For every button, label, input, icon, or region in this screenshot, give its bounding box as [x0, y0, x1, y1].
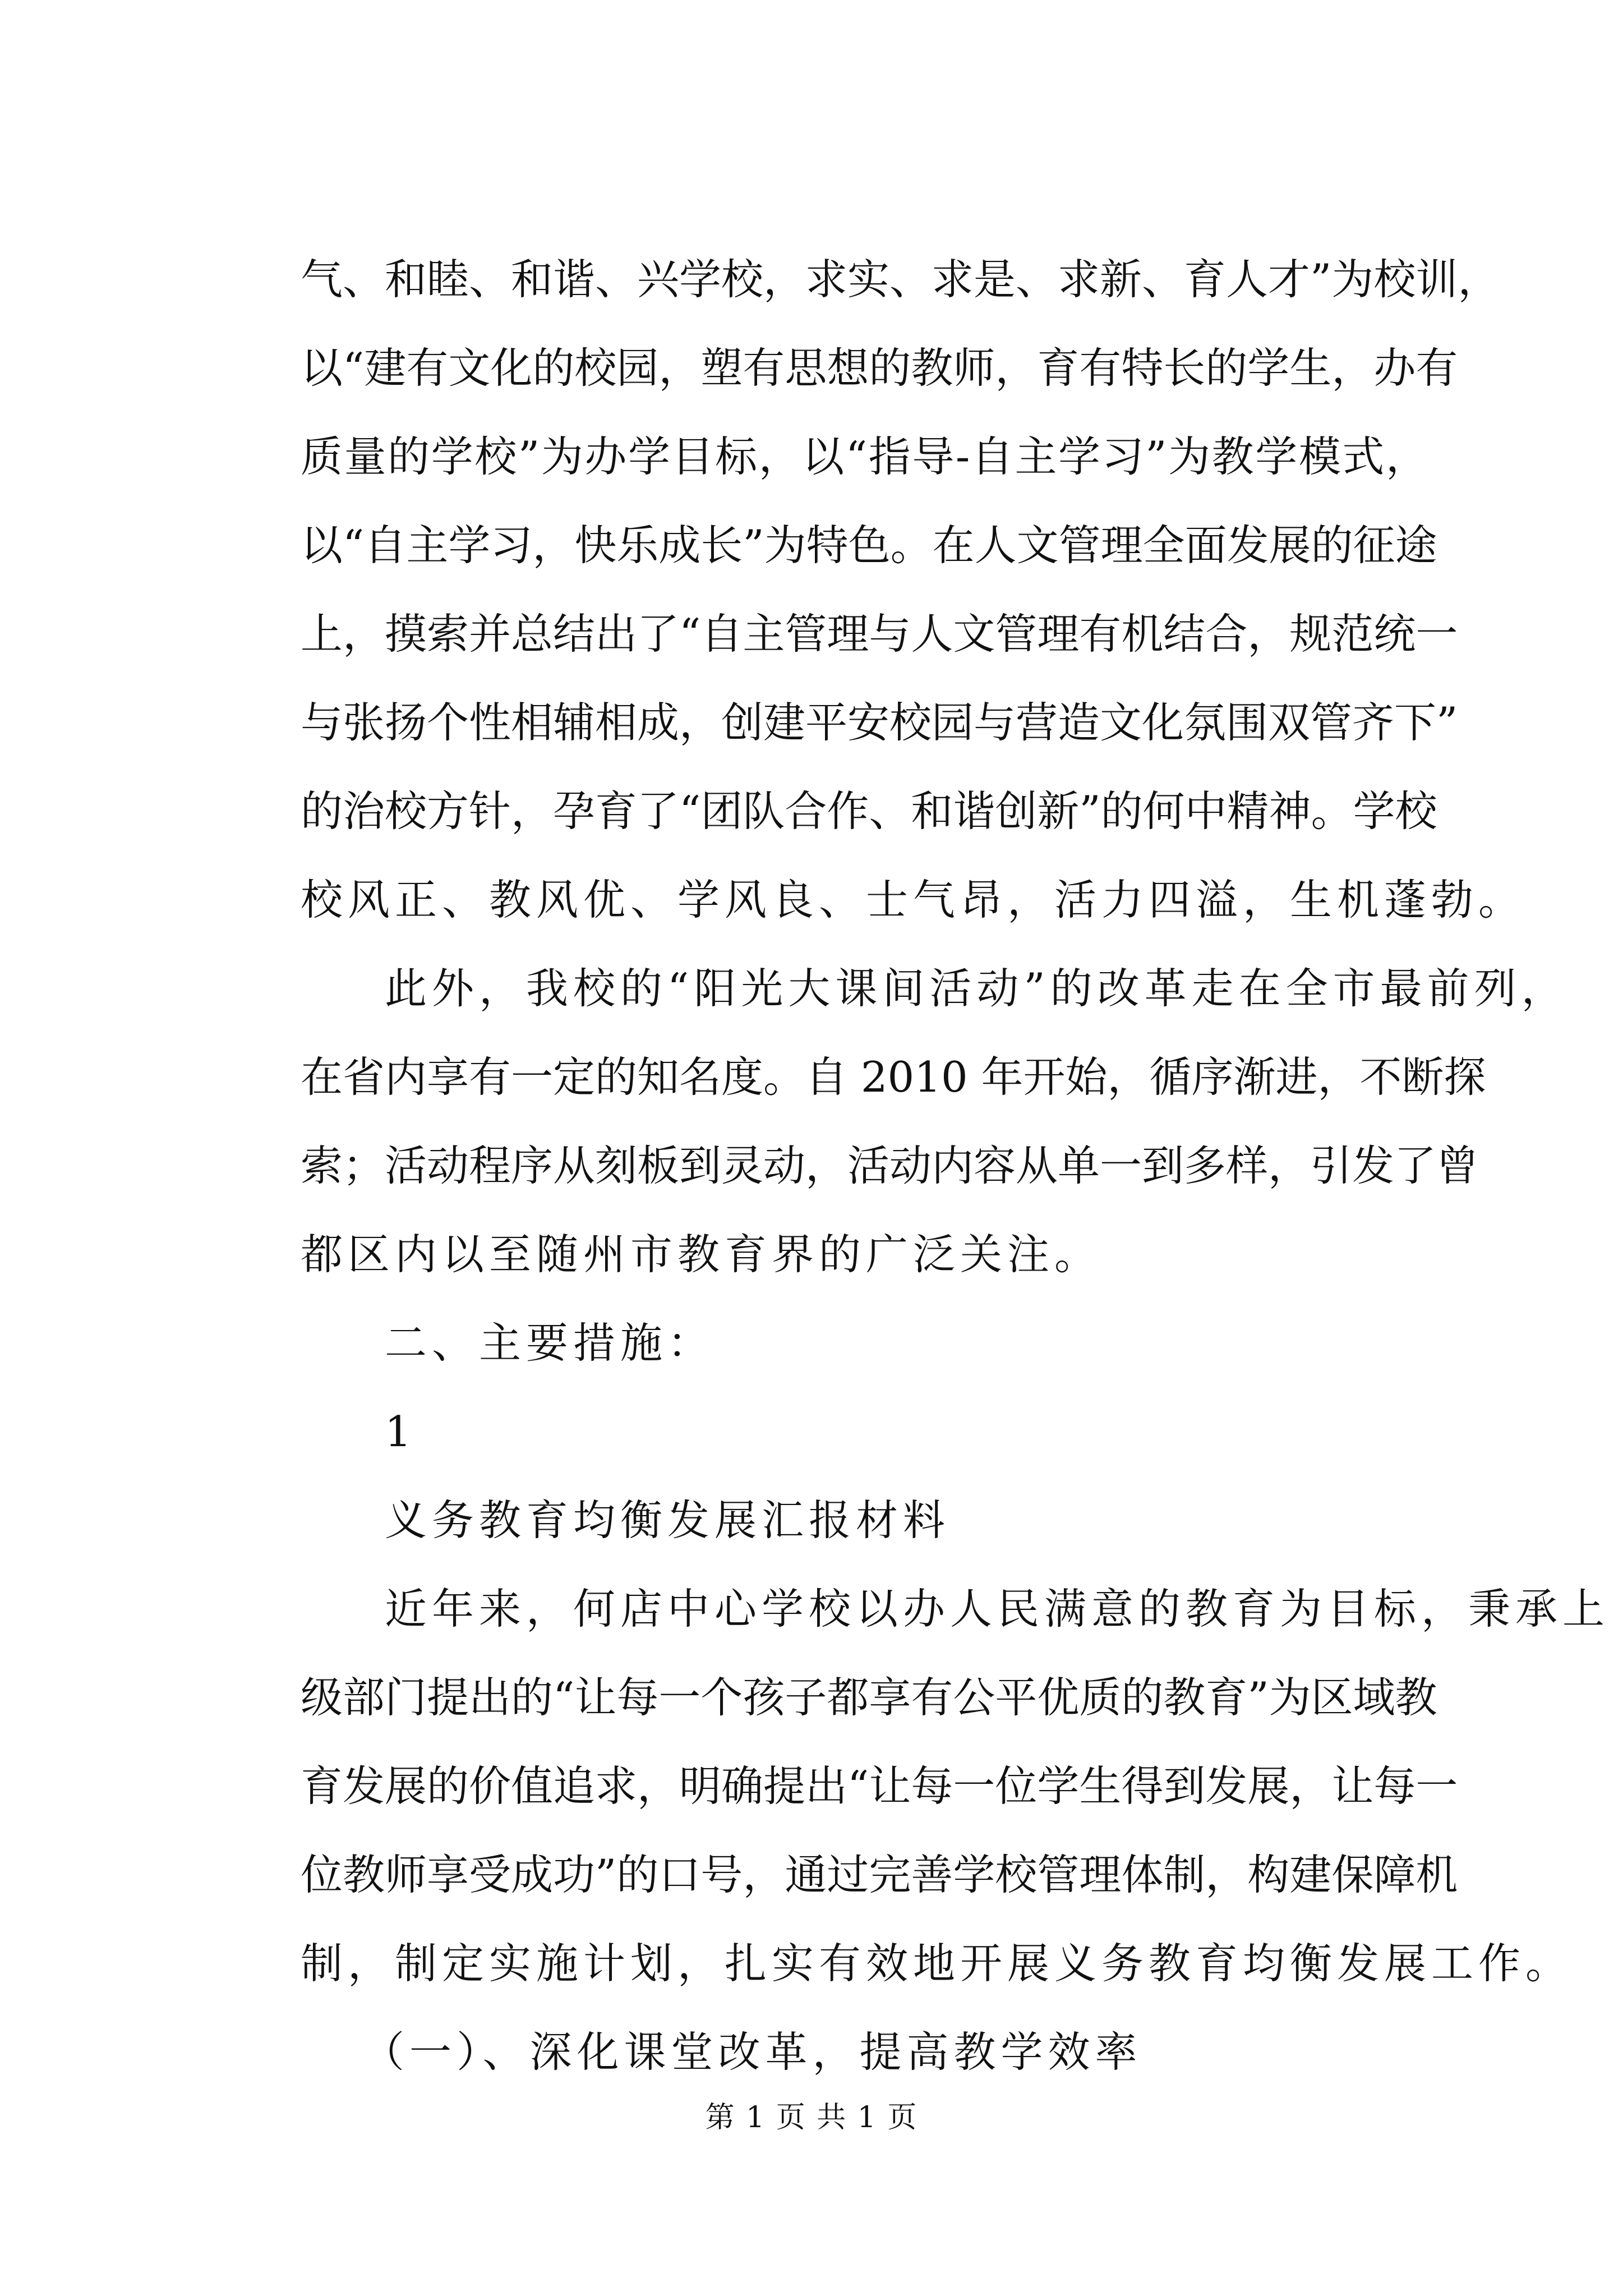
section-heading: 二、主要措施： [385, 1318, 715, 1368]
paragraph-line: 育发展的价值追求，明确提出“让每一位学生得到发展，让每一 [301, 1761, 1458, 1811]
paragraph-line: 的治校方针，孕育了“团队合作、和谐创新”的何中精神。学校 [301, 786, 1437, 836]
paragraph-line: 上，摸索并总结出了“自主管理与人文管理有机结合，规范统一 [301, 609, 1458, 659]
subsection-heading: （一）、深化课堂改革，提高教学效率 [362, 2027, 1142, 2077]
paragraph-line: 在省内享有一定的知名度。自 2010 年开始，循序渐进，不断探 [301, 1052, 1486, 1102]
paragraph-line: 校风正、教风优、学风良、士气昂，活力四溢，生机蓬勃。 [301, 875, 1526, 924]
paragraph-line: 索；活动程序从刻板到灵动，活动内容从单一到多样，引发了曾 [301, 1141, 1479, 1190]
paragraph-line: 都区内以至随州市教育界的广泛关注。 [301, 1230, 1102, 1279]
page-footer [0, 2098, 1623, 2137]
paragraph-first-line: 近年来，何店中心学校以办人民满意的教育为目标，秉承上 [385, 1584, 1610, 1634]
paragraph-line: 级部门提出的“让每一个孩子都享有公平优质的教育”为区域教 [301, 1673, 1437, 1722]
paragraph-line: 以“建有文化的校园，塑有思想的教师，育有特长的学生，办有 [301, 343, 1458, 393]
paragraph-line: 制，制定实施计划，扎实有效地开展义务教育均衡发展工作。 [301, 1939, 1573, 1988]
paragraph-line: 质量的学校”为办学目标，以“指导-自主学习”为教学模式， [301, 432, 1428, 481]
paragraph-line: 气、和睦、和谐、兴学校，求实、求是、求新、育人才”为校训， [301, 255, 1500, 304]
paragraph-line: 以“自主学习，快乐成长”为特色。在人文管理全面发展的征途 [301, 521, 1437, 570]
page-count-label: 第 1 页 共 1 页 [705, 2101, 918, 2134]
paragraph-line: 与张扬个性相辅相成，创建平安校园与营造文化氛围双管齐下” [301, 698, 1458, 747]
document-title: 义务教育均衡发展汇报材料 [385, 1496, 951, 1545]
page-number-marker: 1 [385, 1407, 417, 1456]
paragraph-line: 位教师享受成功”的口号，通过完善学校管理体制，构建保障机 [301, 1850, 1458, 1899]
paragraph-first-line: 此外，我校的“阳光大课间活动”的改革走在全市最前列， [385, 964, 1569, 1013]
